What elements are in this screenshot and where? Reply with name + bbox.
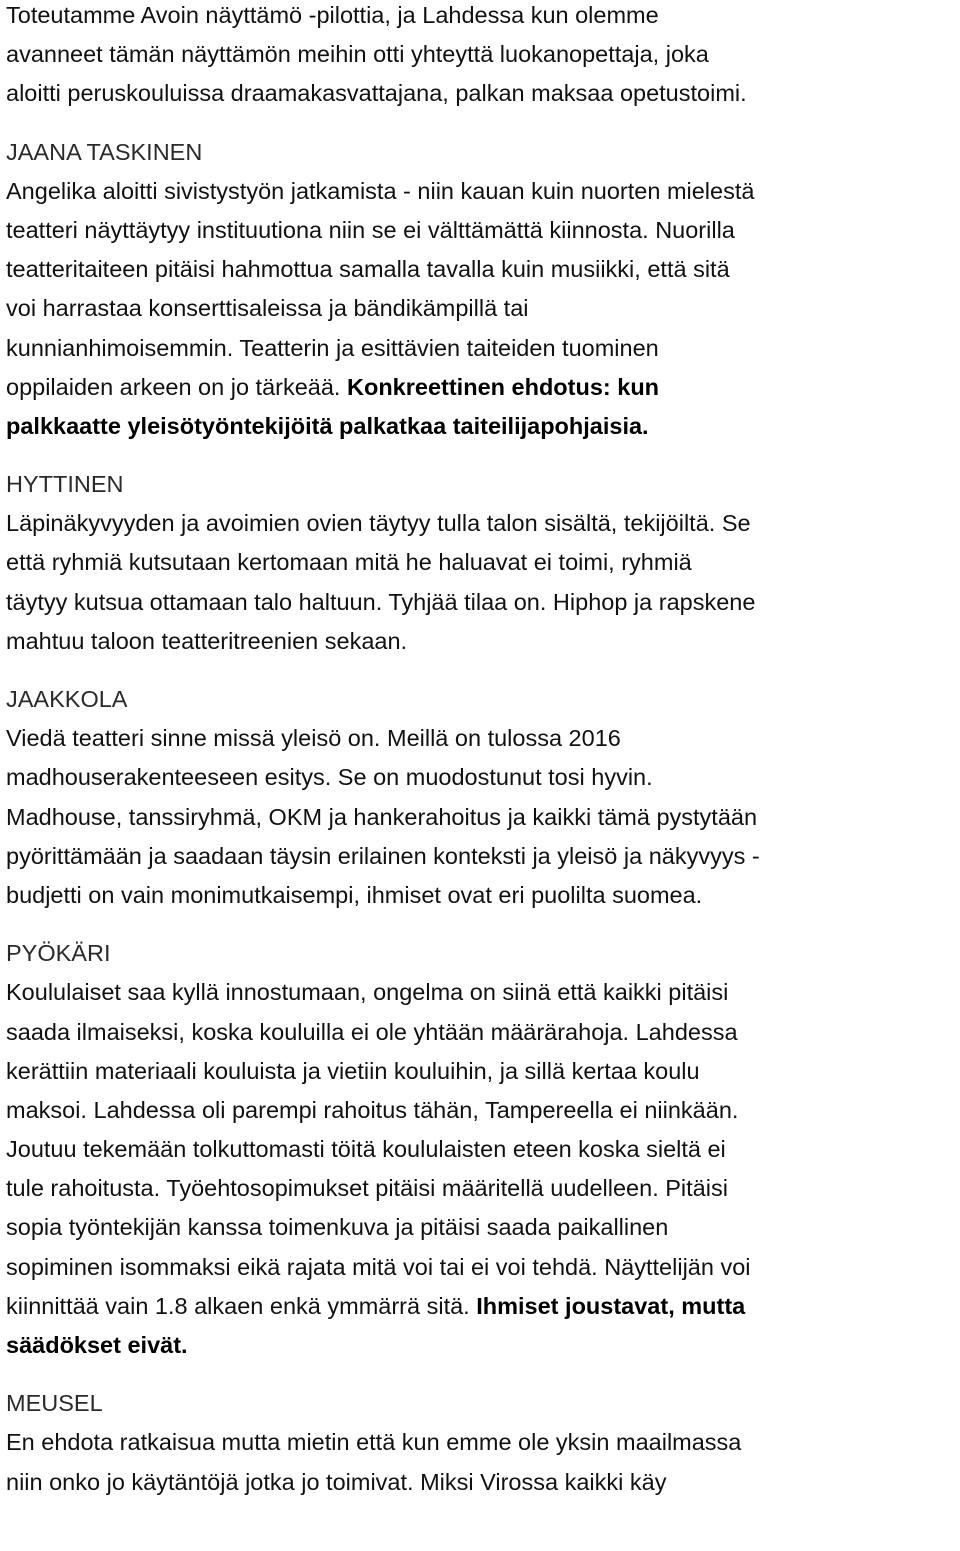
text-line: voi harrastaa konserttisaleissa ja bändikämpillä tai xyxy=(6,295,529,322)
text-line: Läpinäkyvyyden ja avoimien ovien täytyy tulla talon sisältä, tekijöiltä. Se xyxy=(6,510,751,537)
text-line: Joutuu tekemään tolkuttomasti töitä koululaisten eteen koska sieltä ei xyxy=(6,1136,726,1163)
text-line-mixed xyxy=(6,368,956,407)
text-line: kunnianhimoisemmin. Teatterin ja esittävien taiteiden tuominen xyxy=(6,334,659,361)
document-page xyxy=(6,0,956,1502)
text-line: Angelika aloitti sivistystyön jatkamista - niin kauan kuin nuorten mielestä xyxy=(6,177,755,204)
text-line: sopia työntekijän kanssa toimenkuva ja pitäisi saada paikallinen xyxy=(6,1214,669,1241)
bold-proposal: Konkreettinen ehdotus: kun xyxy=(347,373,660,400)
speaker-name: JAAKKOLA xyxy=(6,686,128,712)
section-taskinen xyxy=(6,133,956,447)
paragraph-gap xyxy=(6,114,956,133)
text-line: Koululaiset saa kyllä innostumaan, ongelma on siinä että kaikki pitäisi xyxy=(6,979,729,1006)
text-line: sopiminen isommaksi eikä rajata mitä voi tai ei voi tehdä. Näyttelijän voi xyxy=(6,1253,751,1280)
text-line: teatteritaiteen pitäisi hahmottua samalla tavalla kuin musiikki, että sitä xyxy=(6,256,730,283)
text-line: kerättiin materiaali kouluista ja vietiin kouluihin, ja sillä kertaa koulu xyxy=(6,1057,700,1084)
text-line-bold xyxy=(6,1326,956,1365)
speaker-name: MEUSEL xyxy=(6,1390,103,1417)
paragraph-gap xyxy=(6,446,956,465)
text-line: tule rahoitusta. Työehtosopimukset pitäisi määritellä uudelleen. Pitäisi xyxy=(6,1175,728,1202)
text-line: pyörittämään ja saadaan täysin erilainen konteksti ja yleisö ja näkyvyys - xyxy=(6,842,760,869)
bold-statement: Ihmiset joustavat, mutta xyxy=(476,1292,746,1319)
text-segment: kiinnittää vain 1.8 alkaen enkä ymmärrä sitä. xyxy=(6,1292,477,1319)
text-line: Madhouse, tanssiryhmä, OKM ja hankerahoitus ja kaikki tämä pystytään xyxy=(6,803,758,830)
text-line-bold xyxy=(6,407,956,446)
bold-statement-continued: säädökset eivät. xyxy=(6,1332,188,1358)
speaker-name: HYTTINEN xyxy=(6,471,124,498)
section-hyttinen xyxy=(6,465,956,661)
section-jaakkola xyxy=(6,680,956,915)
text-line: saada ilmaiseksi, koska kouluilla ei ole yhtään määrärahoja. Lahdessa xyxy=(6,1018,738,1045)
text-line: teatteri näyttäytyy instituutiona niin se ei välttämättä kiinnosta. Nuorilla xyxy=(6,216,735,243)
text-line: niin onko jo käytäntöjä jotka jo toimivat. Miksi Virossa kaikki käy xyxy=(6,1468,667,1495)
speaker-name: JAANA TASKINEN xyxy=(6,138,203,165)
text-line: Viedä teatteri sinne missä yleisö on. Meillä on tulossa 2016 xyxy=(6,725,621,752)
text-line: maksoi. Lahdessa oli parempi rahoitus tähän, Tampereella ei niinkään. xyxy=(6,1096,739,1123)
text-line: että ryhmiä kutsutaan kertomaan mitä he haluavat ei toimi, ryhmiä xyxy=(6,549,692,576)
paragraph-gap xyxy=(6,915,956,934)
text-line: aloitti peruskouluissa draamakasvattajana, palkan maksaa opetustoimi. xyxy=(6,80,747,107)
intro-paragraph xyxy=(6,0,956,114)
text-line: täytyy kutsua ottamaan talo haltuun. Tyhjää tilaa on. Hiphop ja rapskene xyxy=(6,588,756,615)
speaker-name: PYÖKÄRI xyxy=(6,940,111,967)
text-line: avanneet tämän näyttämön meihin otti yhteyttä luokanopettaja, joka xyxy=(6,41,709,68)
text-line: En ehdota ratkaisua mutta mietin että kun emme ole yksin maailmassa xyxy=(6,1429,742,1456)
section-meusel xyxy=(6,1384,956,1502)
text-line: budjetti on vain monimutkaisempi, ihmiset ovat eri puolilta suomea. xyxy=(6,881,703,908)
text-segment: oppilaiden arkeen on jo tärkeää. xyxy=(6,373,347,400)
text-line-mixed xyxy=(6,1287,956,1326)
paragraph-gap xyxy=(6,661,956,680)
bold-proposal-continued: palkkaatte yleisötyöntekijöitä palkatkaa taiteilijapohjaisia. xyxy=(6,412,649,439)
section-pyokari xyxy=(6,934,956,1365)
text-line: madhouserakenteeseen esitys. Se on muodostunut tosi hyvin. xyxy=(6,764,653,791)
paragraph-gap xyxy=(6,1365,956,1384)
text-line: mahtuu taloon teatteritreenien sekaan. xyxy=(6,627,408,654)
text-line: Toteutamme Avoin näyttämö -pilottia, ja Lahdessa kun olemme xyxy=(6,2,659,28)
